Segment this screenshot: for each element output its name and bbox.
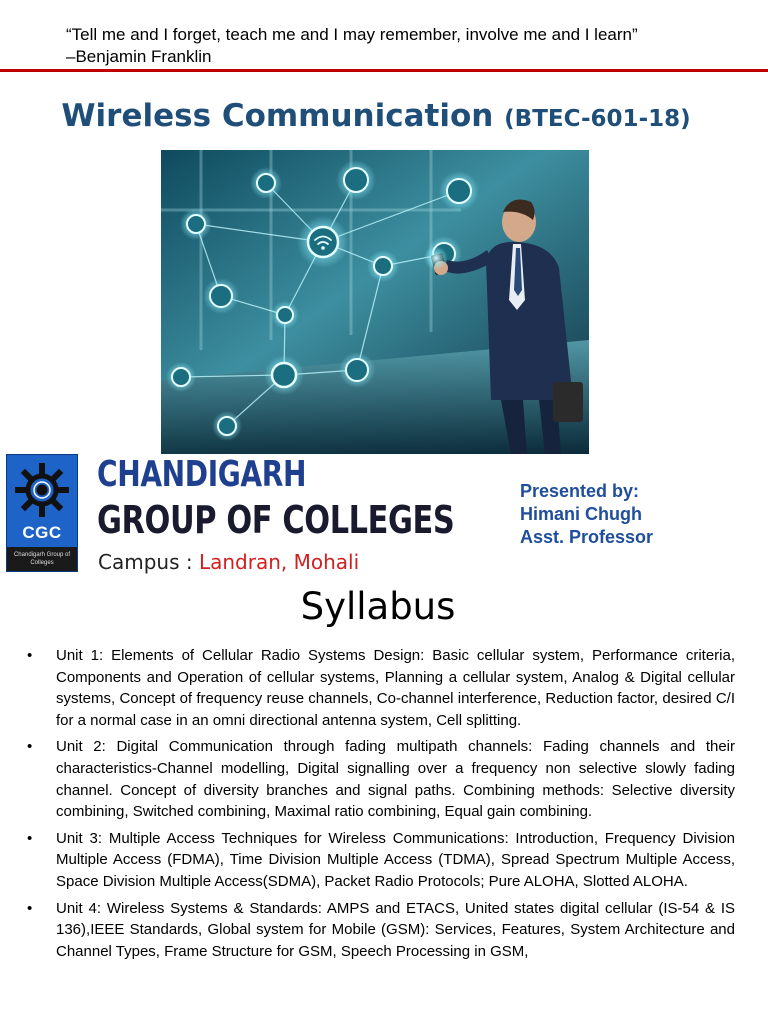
quote-text: “Tell me and I forget, teach me and I may remember, involve me and I learn” — [66, 25, 638, 44]
bullet-icon: • — [27, 829, 33, 847]
unit-1-text: Unit 1: Elements of Cellular Radio Systems Design: Basic cellular system, Performance criteria, Components and Operation of cellular systems, Planning a cellular system, Analog & Digital cellular systems, Concept of frequency reuse channels, Co-channel interference, Reduction factor, desired C/I for a normal case in an omni directional antenna system, Cell splitting. — [56, 647, 735, 729]
emblem-initials: CGC — [22, 523, 62, 542]
campus-label: Campus : — [98, 550, 199, 574]
list-item — [27, 645, 735, 731]
cgc-logo — [6, 452, 455, 576]
header-divider — [0, 69, 768, 72]
logo-group-of-colleges: GROUP OF COLLEGES — [97, 498, 455, 542]
syllabus-units — [27, 645, 735, 967]
logo-chandigarh: CHANDIGARH — [97, 454, 307, 495]
franklin-quote — [66, 24, 756, 68]
list-item — [27, 898, 735, 963]
list-item — [27, 736, 735, 822]
campus-place: Landran, Mohali — [198, 550, 360, 574]
syllabus-heading: Syllabus — [300, 585, 456, 628]
emblem-subtitle: Chandigarh Group of Colleges — [7, 547, 77, 571]
presenter-role: Asst. Professor — [520, 527, 654, 547]
course-code: (BTEC-601-18) — [504, 106, 691, 132]
presenter-info — [520, 480, 653, 549]
bullet-icon: • — [27, 899, 33, 917]
cgc-emblem — [6, 454, 78, 572]
campus-line — [98, 550, 359, 574]
bullet-icon: • — [27, 647, 33, 664]
unit-3-text: Unit 3: Multiple Access Techniques for Wireless Communications: Introduction, Frequency Division Multiple Access (FDMA), Time Division Multiple Access (TDMA), Spread Spectrum Multiple Access, Space Division Multiple Access(SDMA), Packet Radio Protocols; Pure ALOHA, Slotted ALOHA. — [56, 829, 735, 890]
title-main: Wireless Communication — [61, 98, 494, 134]
unit-2-text: Unit 2: Digital Communication through fading multipath channels: Fading channels and their characteristics-Channel modelling, Digital signalling over a frequency non selective slowly fading channel. Concept of diversity branches and signal paths. Combining methods: Selective diversity combining, Switched combining, Maximal ratio combining, Equal gain combining. — [56, 738, 735, 821]
unit-4-text: Unit 4: Wireless Systems & Standards: AMPS and ETACS, United states digital cellular (IS-54 & IS 136),IEEE Standards, Global system for Mobile (GSM): Services, Features, System Architecture and Channel Types, Frame Structure for GSM, Speech Processing in GSM, — [56, 899, 735, 960]
list-item — [27, 828, 735, 893]
quote-author: –Benjamin Franklin — [66, 47, 212, 66]
presenter-name: Himani Chugh — [520, 504, 642, 524]
bullet-icon: • — [27, 738, 33, 756]
page-title — [0, 98, 752, 134]
gear-emblem-icon — [7, 457, 77, 523]
presenter-label: Presented by: — [520, 481, 640, 501]
hero-image — [161, 150, 589, 454]
